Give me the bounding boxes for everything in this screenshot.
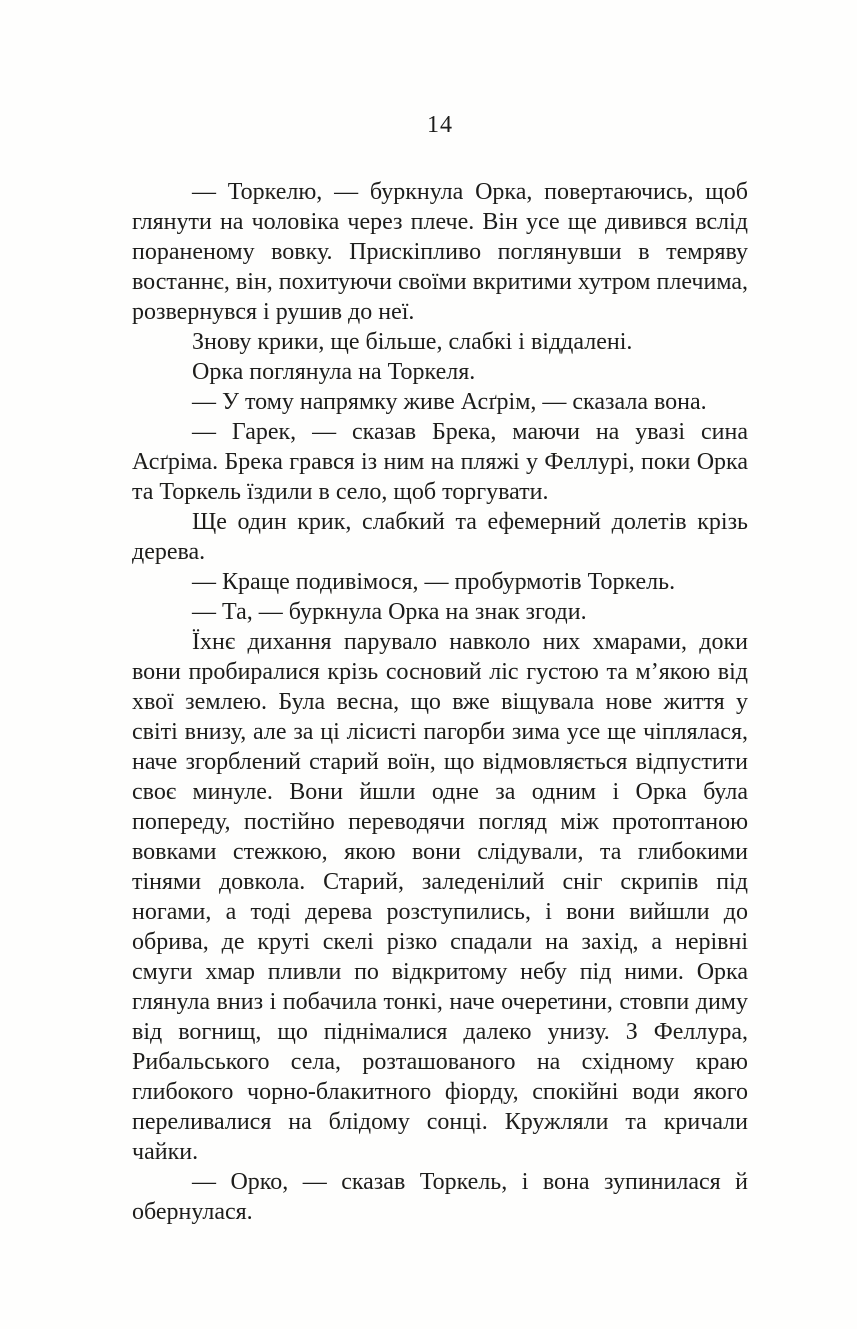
paragraph: — Орко, — сказав Торкель, і вона зупинилася й обернулася. — [132, 1169, 748, 1225]
paragraph: Орка поглянула на Торкеля. — [192, 359, 476, 385]
paragraph: — Та, — буркнула Орка на знак згоди. — [192, 599, 587, 625]
paragraph: — Торкелю, — буркнула Орка, повертаючись, щоб глянути на чоловіка через плече. Він усе ще дивився вслід пораненому вовку. Прискіпливо поглянувши в темряву востаннє, він, похитуючи своїми вкритими хутром плечима, розвернувся і рушив до неї. — [132, 179, 748, 325]
page-body — [132, 177, 748, 1227]
paragraph: — Гарек, — сказав Брека, маючи на увазі сина Асґріма. Брека грався із ним на пляжі у Феллурі, поки Орка та Торкель їздили в село, щоб торгувати. — [132, 419, 748, 505]
paragraph: Знову крики, ще більше, слабкі і віддалені. — [192, 329, 633, 355]
page-number: 14 — [427, 112, 453, 138]
paragraph: — Краще подивімося, — пробурмотів Торкель. — [192, 569, 676, 595]
paragraph: Їхнє дихання парувало навколо них хмарами, доки вони пробиралися крізь сосновий ліс густою та м’якою від хвої землею. Була весна, що вже віщувала нове життя у світі внизу, але за ці лісисті пагорби зима усе ще чіплялася, наче згорблений старий воїн, що відмовляється відпустити своє минуле. Вони йшли одне за одним і Орка була попереду, постійно переводячи погляд між протоптаною вовками стежкою, якою вони слідували, та глибокими тінями довкола. Старий, заледенілий сніг скрипів під ногами, а тоді дерева розступились, і вони вийшли до обрива, де круті скелі різко спадали на захід, а нерівні смуги хмар пливли по відкритому небу під ними. Орка глянула вниз і побачила тонкі, наче очеретини, стовпи диму від вогнищ, що піднімалися далеко унизу. З Феллура, Рибальського села, розташованого на східному краю глибокого чорно-блакитного фіорду, спокійні води якого переливалися на блідому сонці. Кружляли та кричали чайки. — [132, 629, 748, 1165]
paragraph: Ще один крик, слабкий та ефемерний долетів крізь дерева. — [132, 509, 748, 565]
paragraph: — У тому напрямку живе Асґрім, — сказала вона. — [192, 389, 707, 415]
